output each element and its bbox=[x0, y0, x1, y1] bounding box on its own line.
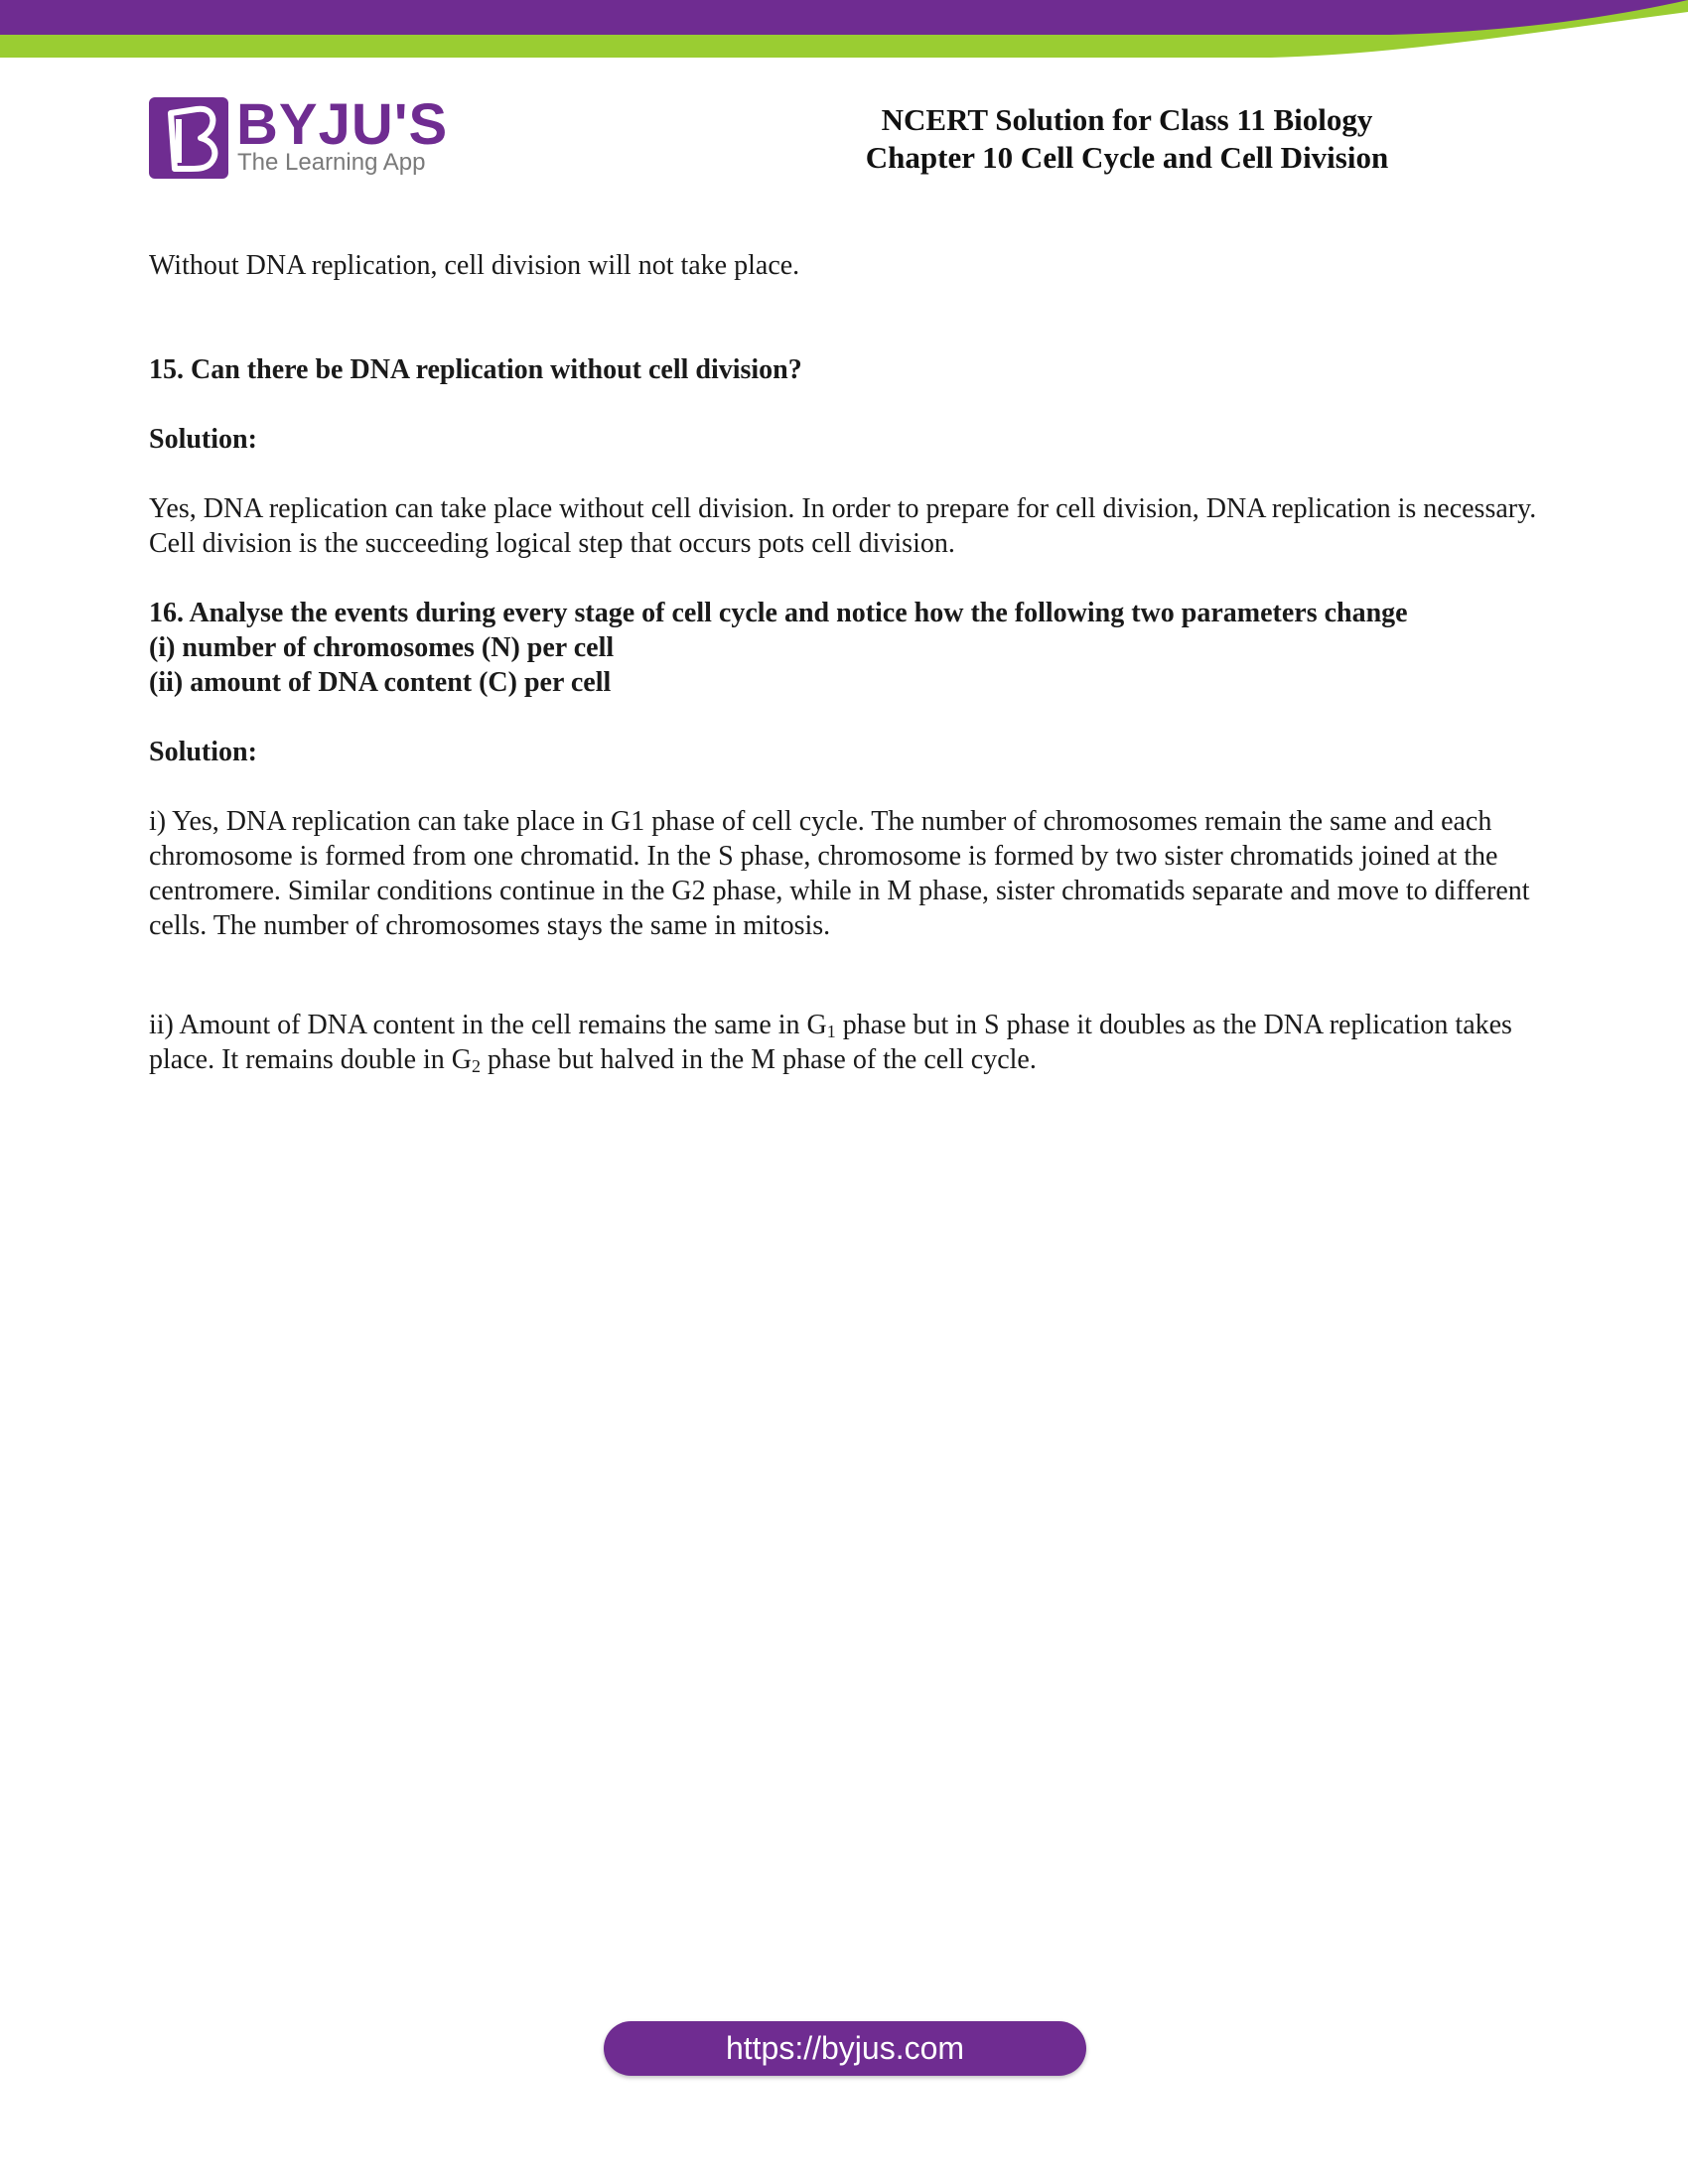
answer-ii-text-1: ii) Amount of DNA content in the cell remains the same in G bbox=[149, 1010, 827, 1040]
header-color-band bbox=[0, 0, 1688, 60]
brand-name: BYJU'S bbox=[236, 92, 449, 157]
brand-logo bbox=[149, 92, 449, 179]
question-16-part-ii: (ii) amount of DNA content (C) per cell bbox=[149, 667, 612, 698]
answer-ii-text-3: phase but halved in the M phase of the cell cycle. bbox=[481, 1044, 1037, 1075]
question-16-answer-i: i) Yes, DNA replication can take place in G1 phase of cell cycle. The number of chromosomes remain the same and each chromosome is formed from one chromatid. In the S phase, chromosome is formed by two sister chromatids joined at the centromere. Similar conditions continue in the G2 phase, while in M phase, sister chromatids separate and move to different cells. The number of chromosomes stays the same in mitosis. bbox=[149, 806, 1530, 941]
question-16-answer-ii bbox=[149, 1008, 1549, 1077]
answer-ii-subscript-2: 2 bbox=[472, 1056, 482, 1076]
document-body bbox=[149, 248, 1549, 1077]
question-15-solution-label: Solution: bbox=[149, 424, 257, 455]
question-16-part-i: (i) number of chromosomes (N) per cell bbox=[149, 632, 615, 663]
b-letter-icon bbox=[149, 97, 228, 179]
intro-paragraph: Without DNA replication, cell division will not take place. bbox=[149, 250, 800, 281]
answer-ii-subscript-1: 1 bbox=[826, 1022, 836, 1041]
brand-badge bbox=[149, 97, 228, 179]
question-15-answer: Yes, DNA replication can take place without cell division. In order to prepare for cell division, DNA replication is necessary. Cell division is the succeeding logical step that occurs pots cell division. bbox=[149, 493, 1537, 559]
footer-url-link[interactable]: https://byjus.com bbox=[725, 2030, 965, 2066]
question-15: 15. Can there be DNA replication without cell division? bbox=[149, 354, 802, 385]
page-title-line2: Chapter 10 Cell Cycle and Cell Division bbox=[865, 140, 1389, 175]
footer-link-pill[interactable] bbox=[604, 2021, 1086, 2076]
page-title bbox=[794, 101, 1460, 177]
brand-tagline: The Learning App bbox=[237, 149, 426, 176]
answer-ii-text-2: phase but in S phase it doubles as the DNA replication takes place. It remains double in G bbox=[149, 1010, 1512, 1075]
question-16: 16. Analyse the events during every stage of cell cycle and notice how the following two parameters change bbox=[149, 598, 1408, 628]
question-16-solution-label: Solution: bbox=[149, 737, 257, 767]
page-title-line1: NCERT Solution for Class 11 Biology bbox=[881, 102, 1373, 137]
